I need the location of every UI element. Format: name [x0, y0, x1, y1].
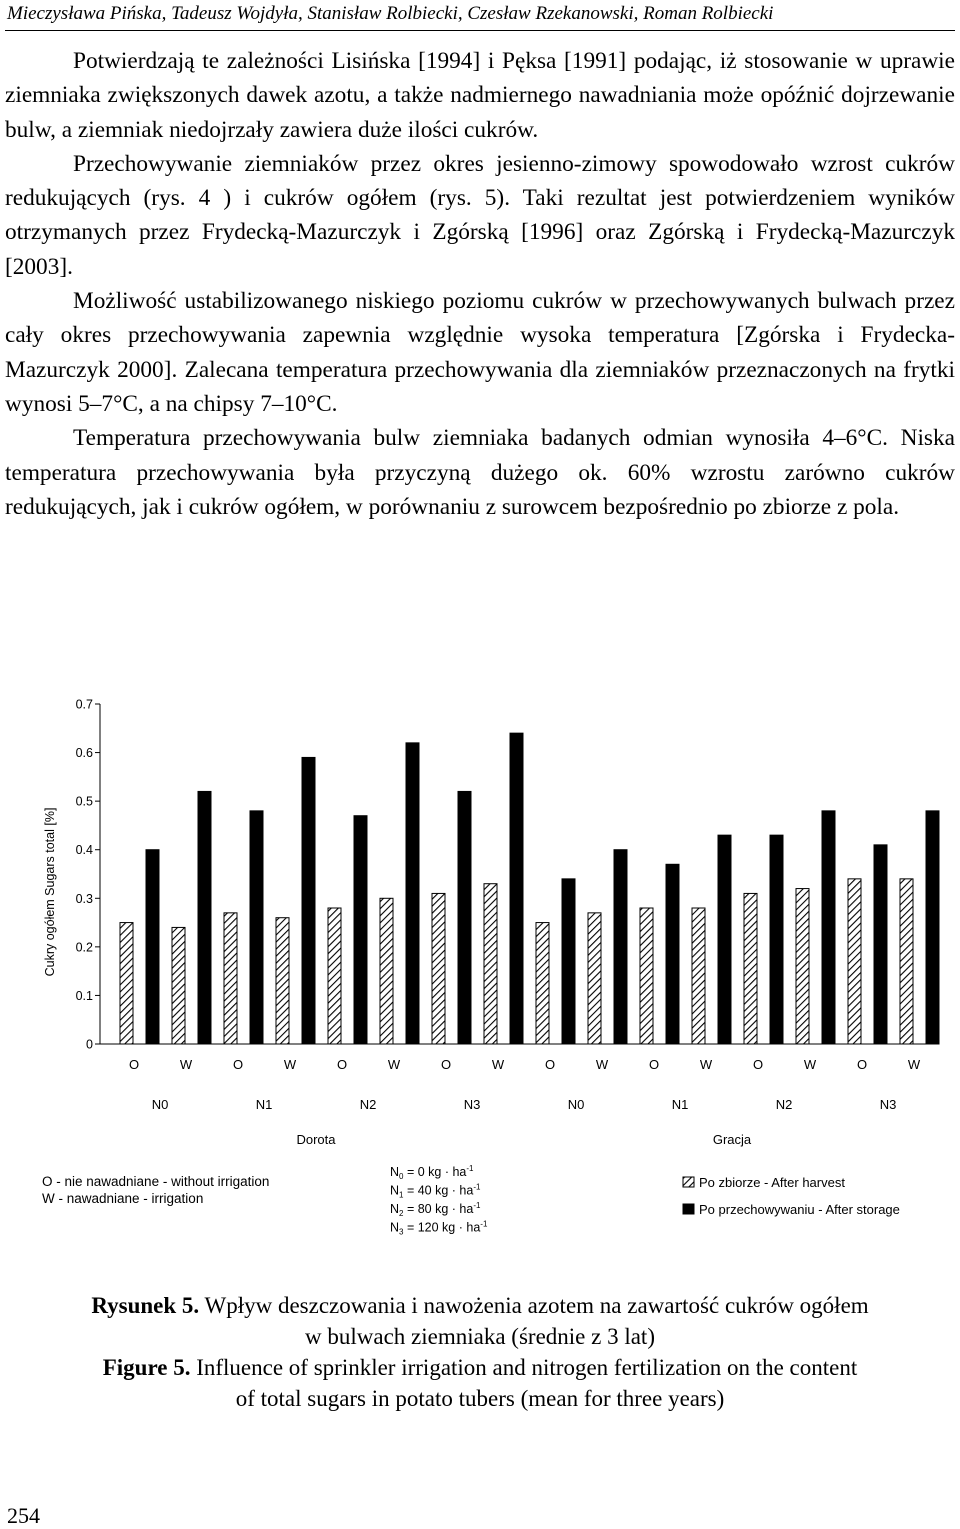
legend-irrigation-text: W - nawadniane - irrigation	[42, 1191, 204, 1206]
legend-nitrogen-text	[390, 1164, 474, 1181]
legend-nitrogen-part: = 120 kg · ha	[403, 1220, 481, 1235]
bar-after-harvest	[848, 879, 861, 1044]
bar-after-harvest	[432, 893, 445, 1044]
x-tick-label: W	[387, 1057, 401, 1072]
bar-after-harvest	[640, 908, 653, 1044]
caption-en-line2: of total sugars in potato tubers (mean for three years)	[235, 1386, 725, 1411]
page-number: 254	[7, 1503, 40, 1528]
legend-nitrogen-part: N	[390, 1220, 400, 1235]
bar-after-storage	[718, 835, 731, 1044]
bar-after-storage	[146, 850, 159, 1044]
legend-nitrogen-part: 1	[399, 1190, 404, 1200]
bar-after-harvest	[536, 923, 549, 1044]
legend-nitrogen-part: 0	[399, 1172, 404, 1181]
bar-after-harvest	[380, 898, 393, 1044]
bar-after-storage	[770, 835, 783, 1044]
y-tick-label: 0.7	[75, 697, 93, 712]
legend-nitrogen-part: -1	[473, 1182, 481, 1192]
x-tick-label: W	[803, 1057, 817, 1072]
y-tick-label: 0.4	[75, 843, 93, 858]
nitrogen-group-label: N0	[567, 1097, 585, 1112]
x-tick-label: O	[232, 1057, 244, 1072]
x-tick-label: W	[491, 1057, 505, 1072]
legend-nitrogen-part: -1	[480, 1219, 488, 1229]
figure-caption	[0, 1290, 960, 1414]
header-divider	[5, 30, 955, 31]
caption-pl-label: Rysunek 5.	[91, 1293, 200, 1318]
bar-after-storage	[198, 791, 211, 1044]
legend-nitrogen-part: -1	[473, 1201, 481, 1210]
x-tick-label: W	[907, 1057, 921, 1072]
x-tick-label: O	[648, 1057, 660, 1072]
bar-after-storage	[614, 850, 627, 1044]
paragraph: Możliwość ustabilizowanego niskiego poziomu cukrów w przechowywanych bulwach przez cały okres przechowywania zapewnia względnie wysoka temperatura [Zgórska i Frydecka-Mazurczyk 2000]. Zalecana temperatura przechowywania dla ziemniaków przeznaczonych na frytki wynosi 5–7°C, a na chipsy 7–10°C.	[5, 288, 955, 417]
legend-series-label: Po zbiorze - After harvest	[699, 1175, 845, 1190]
caption-pl-line2: w bulwach ziemniaka (średnie z 3 lat)	[305, 1324, 655, 1349]
bar-after-harvest	[744, 893, 757, 1044]
caption-en-text: Influence of sprinkler irrigation and nitrogen fertilization on the content	[190, 1355, 858, 1380]
variety-label: Gracja	[712, 1132, 752, 1147]
legend-nitrogen-text	[390, 1183, 481, 1200]
running-header: Mieczysława Pińska, Tadeusz Wojdyła, Stanisław Rolbiecki, Czesław Rzekanowski, Roman Rolbiecki	[7, 3, 774, 24]
bar-after-harvest	[692, 908, 705, 1044]
x-tick-label: W	[179, 1057, 193, 1072]
y-tick-label: 0.2	[75, 940, 93, 955]
variety-label: Dorota	[296, 1132, 336, 1147]
x-tick-label: W	[699, 1057, 713, 1072]
bar-after-harvest	[796, 889, 809, 1044]
legend-nitrogen-part: N	[390, 1183, 400, 1198]
bar-after-storage	[562, 879, 575, 1044]
legend-nitrogen-part: N	[390, 1202, 400, 1216]
legend-nitrogen-part: = 80 kg · ha	[403, 1202, 474, 1216]
bar-after-storage	[302, 757, 315, 1044]
nitrogen-group-label: N3	[463, 1097, 481, 1112]
legend-nitrogen-text	[390, 1220, 488, 1237]
bar-after-storage	[354, 816, 367, 1044]
legend-irrigation-text: O - nie nawadniane - without irrigation	[42, 1174, 270, 1189]
bar-after-harvest	[224, 913, 237, 1044]
sugars-bar-chart	[0, 680, 960, 1250]
x-tick-label: O	[544, 1057, 556, 1072]
legend-nitrogen-text	[390, 1201, 481, 1218]
y-tick-label: 0.5	[75, 794, 93, 809]
bar-after-harvest	[588, 913, 601, 1044]
y-tick-label: 0	[86, 1037, 93, 1052]
body-text	[5, 44, 955, 524]
bar-after-storage	[874, 845, 887, 1044]
x-tick-label: W	[283, 1057, 297, 1072]
x-tick-label: O	[440, 1057, 452, 1072]
caption-pl-line1	[0, 1290, 960, 1321]
paragraph: Temperatura przechowywania bulw ziemniaka badanych odmian wynosiła 4–6°C. Niska temperatura przechowywania była przyczyną dużego ok. 60% wzrostu zarówno cukrów redukujących, jak i cukrów ogółem, w porównaniu z surowcem bezpośrednio po zbiorze z pola.	[5, 425, 955, 520]
y-axis-label: Cukry ogółem Sugars total [%]	[43, 807, 57, 977]
nitrogen-group-label: N2	[775, 1097, 793, 1112]
bar-after-storage	[666, 864, 679, 1044]
legend-nitrogen-part: = 40 kg · ha	[403, 1183, 474, 1198]
bar-after-harvest	[484, 884, 497, 1044]
nitrogen-group-label: N1	[671, 1097, 689, 1112]
caption-pl-text: Wpływ deszczowania i nawożenia azotem na zawartość cukrów ogółem	[199, 1293, 869, 1318]
bar-after-harvest	[172, 927, 185, 1044]
nitrogen-group-label: N3	[879, 1097, 897, 1112]
legend-swatch-after-harvest	[683, 1177, 694, 1187]
x-tick-label: W	[595, 1057, 609, 1072]
bar-after-storage	[406, 743, 419, 1044]
legend-nitrogen-part: 2	[399, 1209, 404, 1218]
caption-en-line1	[0, 1352, 960, 1383]
x-tick-label: O	[128, 1057, 140, 1072]
nitrogen-group-label: N2	[359, 1097, 377, 1112]
bar-after-storage	[458, 791, 471, 1044]
legend-series-label: Po przechowywaniu - After storage	[699, 1202, 900, 1217]
x-tick-label: O	[752, 1057, 764, 1072]
bar-after-storage	[510, 733, 523, 1044]
bar-after-harvest	[328, 908, 341, 1044]
y-tick-label: 0.3	[75, 891, 93, 906]
x-tick-label: O	[336, 1057, 348, 1072]
y-tick-label: 0.1	[75, 988, 93, 1003]
paragraph: Przechowywanie ziemniaków przez okres jesienno-zimowy spowodowało wzrost cukrów redukujących (rys. 4 ) i cukrów ogółem (rys. 5). Taki rezultat jest potwierdzeniem wyników otrzymanych przez Frydecką-Mazurczyk i Zgórską [1996] oraz Zgórską i Frydecką-Mazurczyk [2003].	[5, 150, 955, 280]
legend-nitrogen-part: -1	[466, 1164, 474, 1173]
paragraph: Potwierdzają te zależności Lisińska [1994] i Pęksa [1991] podając, iż stosowanie w uprawie ziemniaka zwiększonych dawek azotu, a także nadmiernego nawadniania może opóźnić dojrzewanie bulw, a ziemniak niedojrzały zawiera duże ilości cukrów.	[5, 48, 955, 143]
bar-after-harvest	[276, 918, 289, 1044]
legend-swatch-after-storage	[683, 1204, 694, 1214]
legend-nitrogen-part: N	[390, 1165, 400, 1179]
bar-after-storage	[926, 811, 939, 1044]
x-tick-label: O	[856, 1057, 868, 1072]
bar-after-storage	[822, 811, 835, 1044]
bar-after-storage	[250, 811, 263, 1044]
bar-after-harvest	[900, 879, 913, 1044]
caption-en-label: Figure 5.	[102, 1355, 191, 1380]
y-tick-label: 0.6	[75, 746, 93, 761]
legend-nitrogen-part: 3	[399, 1227, 404, 1237]
nitrogen-group-label: N1	[255, 1097, 273, 1112]
bar-after-harvest	[120, 923, 133, 1044]
legend-nitrogen-part: = 0 kg · ha	[403, 1165, 467, 1179]
nitrogen-group-label: N0	[151, 1097, 169, 1112]
